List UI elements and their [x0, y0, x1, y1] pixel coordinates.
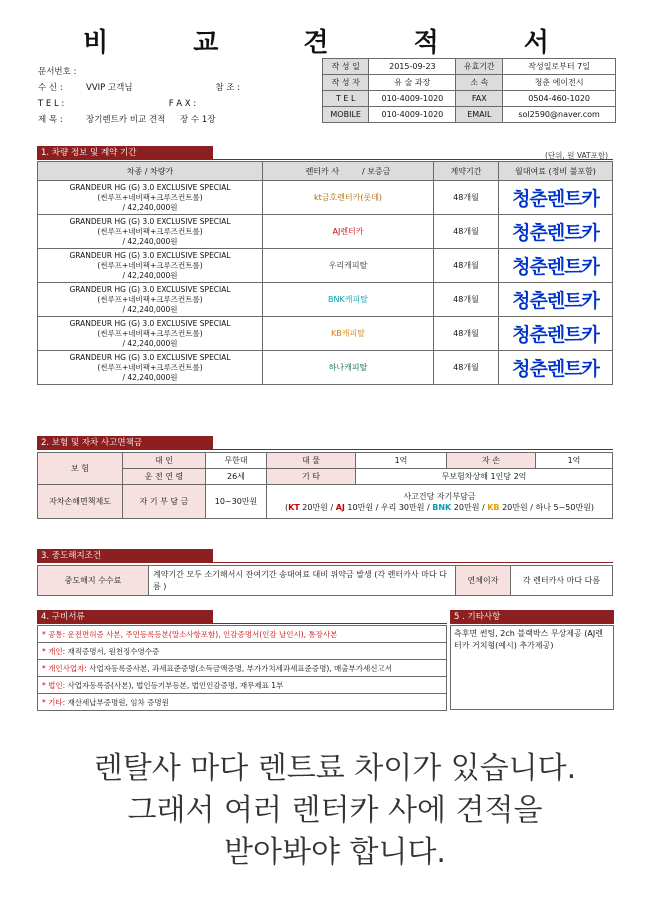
header-label: 작 성 일 [323, 59, 369, 75]
section3-line [37, 562, 613, 563]
document-item [38, 643, 447, 660]
document-title: 비 교 견 적 서 [83, 28, 587, 58]
late-interest-label: 연체이자 [456, 566, 511, 596]
vehicle-car-line1: GRANDEUR HG (G) 3.0 EXCLUSIVE SPECIAL [69, 284, 231, 294]
document-star: * [42, 663, 46, 673]
monthly-cell [499, 181, 613, 215]
documents-table [37, 625, 447, 711]
caption-line-1: 렌탈사 마다 렌트료 차이가 있습니다. [93, 751, 577, 786]
ins-r2-c: 기 타 [267, 469, 356, 485]
term-cell: 48개월 [434, 351, 499, 385]
caption [0, 748, 670, 874]
vehicle-car-line2: (썬루프+네비팩+크루즈컨트롤) [97, 226, 203, 236]
fax-label: F A X : [168, 99, 197, 109]
document-row [38, 660, 447, 677]
ins-r3-b: 자 기 부 담 금 [123, 485, 206, 519]
vehicle-row [38, 317, 613, 351]
ins-r2-d: 무보험차상해 1인당 2억 [356, 469, 613, 485]
other-notes-text: 측후면 썬팅, 2ch 블랙박스 무상제공 (AJ렌터카 거치형(예시) 추가제공) [454, 629, 603, 650]
subject-label: 제 목 : [38, 115, 63, 125]
vehicle-car-line1: GRANDEUR HG (G) 3.0 EXCLUSIVE SPECIAL [69, 250, 231, 260]
document-star: * [42, 697, 46, 707]
header-right-table [322, 58, 616, 123]
ins-r2-b: 26세 [206, 469, 267, 485]
header-right-row [323, 75, 616, 91]
tel-label: T E L : [38, 99, 65, 109]
company-cell: kt금호렌터카(롯데) [263, 181, 434, 215]
section4-title: 4. 구비서류 [37, 610, 213, 624]
header-label: FAX [456, 91, 503, 107]
document-item [38, 677, 447, 694]
vehicle-car-line2: (썬루프+네비팩+크루즈컨트롤) [97, 328, 203, 338]
col-deposit-label: / 보증금 [361, 166, 391, 176]
ins-r3-d [267, 485, 613, 519]
deductible-part: KB [487, 502, 500, 512]
section1-line [37, 159, 613, 160]
vehicle-car-line3: / 42,240,000원 [122, 338, 178, 348]
deductible-part: 10만원 / 우리 30만원 / [344, 502, 433, 512]
to-value: VVIP 고객님 [86, 83, 133, 93]
document-label: 개인사업자: [48, 663, 87, 673]
ins-r1-e: 자 손 [447, 453, 536, 469]
monthly-cell [499, 215, 613, 249]
vehicle-car-line2: (썬루프+네비팩+크루즈컨트롤) [97, 192, 203, 202]
deductible-part: AJ [335, 502, 345, 512]
vehicle-row [38, 283, 613, 317]
term-cell: 48개월 [434, 215, 499, 249]
header-value: 0504-460-1020 [503, 91, 616, 107]
caption-line-2: 그래서 여러 렌터카 사에 견적을 [127, 793, 543, 828]
monthly-cell [499, 283, 613, 317]
deductible-part: BNK [432, 502, 452, 512]
document-star: * [42, 646, 46, 656]
termination-table [37, 565, 613, 596]
document-text: 재산세납부증명원, 임차 증명원 [65, 697, 169, 707]
company-cell: 우리캐피탈 [263, 249, 434, 283]
section3-title: 3. 중도해지조건 [37, 549, 213, 563]
rental-stamp: 청춘렌트카 [512, 358, 599, 380]
document-label: 기타: [48, 697, 66, 707]
company-cell: BNK캐피탈 [263, 283, 434, 317]
unit-note: (단위, 원 VAT포함) [545, 151, 609, 160]
header-value: 010-4009-1020 [369, 91, 456, 107]
header-label: MOBILE [323, 107, 369, 123]
deductible-details [269, 502, 610, 513]
col-company-label: 렌터카 사 [305, 166, 340, 176]
vehicle-row [38, 181, 613, 215]
rental-stamp: 청춘렌트카 [512, 222, 599, 244]
section5-title: 5 . 기타사항 [450, 610, 614, 624]
vehicle-car-line1: GRANDEUR HG (G) 3.0 EXCLUSIVE SPECIAL [69, 318, 231, 328]
vehicle-car-line2: (썬루프+네비팩+크루즈컨트롤) [97, 260, 203, 270]
section5-line [450, 623, 614, 624]
header-label: T E L [323, 91, 369, 107]
header-label: 유효기간 [456, 59, 503, 75]
document-star: * [42, 629, 46, 639]
vehicle-cell [38, 215, 263, 249]
other-notes-box [450, 625, 614, 710]
deductible-part: 20만원 / 하나 5~50만원) [499, 502, 595, 512]
rental-stamp: 청춘렌트카 [512, 256, 599, 278]
term-cell: 48개월 [434, 283, 499, 317]
document-label: 공통: [48, 629, 66, 639]
ins-r1-c: 대 물 [267, 453, 356, 469]
header-value: sol2590@naver.com [503, 107, 616, 123]
ins-r1-d: 1억 [356, 453, 447, 469]
header-left-info [38, 66, 251, 130]
vehicle-cell [38, 283, 263, 317]
ins-r1-a: 대 인 [123, 453, 206, 469]
term-cell: 48개월 [434, 249, 499, 283]
header-value: 010-4009-1020 [369, 107, 456, 123]
monthly-cell [499, 351, 613, 385]
cc-label: 참 조 : [215, 83, 241, 93]
document-label: 법인: [48, 680, 66, 690]
monthly-cell [499, 249, 613, 283]
company-cell: 하나캐피탈 [263, 351, 434, 385]
doc-no-label: 문서번호 : [38, 67, 77, 77]
document-text: 재직증명서, 원천징수영수증 [65, 646, 160, 656]
header-right-row [323, 59, 616, 75]
ins-r2-a: 운 전 연 령 [123, 469, 206, 485]
monthly-cell [499, 317, 613, 351]
vehicle-car-line3: / 42,240,000원 [122, 304, 178, 314]
col-company [263, 162, 434, 181]
header-label: 소 속 [456, 75, 503, 91]
document-text: 사업자등록증(사본), 법인등기부등본, 법인인감증명, 재무제표 1부 [65, 680, 284, 690]
pages-value: 1장 [201, 115, 216, 125]
insurance-table [37, 452, 613, 519]
vehicle-car-line3: / 42,240,000원 [122, 270, 178, 280]
document-item [38, 660, 447, 677]
term-cell: 48개월 [434, 181, 499, 215]
company-cell: AJ렌터카 [263, 215, 434, 249]
rental-stamp: 청춘렌트카 [512, 324, 599, 346]
ins-r3-a: 자차손해면책제도 [38, 485, 123, 519]
vehicle-car-line1: GRANDEUR HG (G) 3.0 EXCLUSIVE SPECIAL [69, 352, 231, 362]
document-row [38, 677, 447, 694]
deductible-part: ( [284, 502, 289, 512]
vehicle-table [37, 161, 613, 385]
vehicle-row [38, 215, 613, 249]
document-star: * [42, 680, 46, 690]
vehicle-car-line2: (썬루프+네비팩+크루즈컨트롤) [97, 294, 203, 304]
header-right-row [323, 91, 616, 107]
rental-stamp: 청춘렌트카 [512, 188, 599, 210]
company-cell: KB캐피탈 [263, 317, 434, 351]
termination-label: 중도해지 수수료 [38, 566, 149, 596]
vehicle-car-line3: / 42,240,000원 [122, 236, 178, 246]
pages-label: 장 수 [180, 115, 200, 125]
header-label: 작 성 자 [323, 75, 369, 91]
ins-r3-c: 10~30만원 [206, 485, 267, 519]
section4-line [37, 623, 447, 624]
ins-r1-f: 1억 [536, 453, 613, 469]
vehicle-car-line1: GRANDEUR HG (G) 3.0 EXCLUSIVE SPECIAL [69, 182, 231, 192]
section2-title: 2. 보험 및 자차 사고면책금 [37, 436, 213, 450]
document-item [38, 626, 447, 643]
vehicle-car-line3: / 42,240,000원 [122, 202, 178, 212]
col-vehicle: 차종 / 차량가 [38, 162, 263, 181]
document-text: 운전면허증 사본, 주민등록등본(말소사항포함), 인감증명서(인감 날인시), 통장사본 [65, 629, 338, 639]
vehicle-cell [38, 181, 263, 215]
section1-title: 1. 차량 정보 및 계약 기간 [37, 146, 213, 160]
insurance-label: 보 험 [38, 453, 123, 485]
header-value: 2015-09-23 [369, 59, 456, 75]
deductible-part: KT [288, 502, 300, 512]
ins-r1-b: 무한대 [206, 453, 267, 469]
vehicle-car-line3: / 42,240,000원 [122, 372, 178, 382]
deductible-title: 사고건당 자기부담금 [403, 491, 476, 501]
rental-stamp: 청춘렌트카 [512, 290, 599, 312]
vehicle-row [38, 351, 613, 385]
termination-text: 계약기간 모두 소기해서시 잔여기간 송대여료 대비 위약금 발생 (각 렌터카사 마다 다름 ) [149, 566, 456, 596]
late-interest-text: 각 렌터카사 마다 다름 [511, 566, 613, 596]
vehicle-car-line2: (썬루프+네비팩+크루즈컨트롤) [97, 362, 203, 372]
vehicle-cell [38, 249, 263, 283]
vehicle-row [38, 249, 613, 283]
deductible-part: 20만원 / [451, 502, 488, 512]
col-monthly: 월대여료 (정비 불포함) [499, 162, 613, 181]
document-row [38, 694, 447, 711]
col-term: 계약기간 [434, 162, 499, 181]
vehicle-car-line1: GRANDEUR HG (G) 3.0 EXCLUSIVE SPECIAL [69, 216, 231, 226]
document-item [38, 694, 447, 711]
document-row [38, 643, 447, 660]
caption-line-3: 받아봐야 합니다. [224, 835, 446, 870]
term-cell: 48개월 [434, 317, 499, 351]
subject-value: 장기렌트카 비교 견적 [86, 115, 166, 125]
document-label: 개인: [48, 646, 66, 656]
section2-line [37, 449, 613, 450]
document-row [38, 626, 447, 643]
vehicle-cell [38, 317, 263, 351]
header-label: EMAIL [456, 107, 503, 123]
deductible-part: 20만원 / [299, 502, 336, 512]
header-value: 유 술 과장 [369, 75, 456, 91]
document-text: 사업자등록증사본, 과세표준증명(소득금액증명, 부가가치세과세표준증명), 매출부가세신고서 [86, 663, 392, 673]
vehicle-cell [38, 351, 263, 385]
to-label: 수 신 : [38, 83, 63, 93]
header-value: 청춘 에이전시 [503, 75, 616, 91]
header-value: 작성일로부터 7일 [503, 59, 616, 75]
header-right-row [323, 107, 616, 123]
